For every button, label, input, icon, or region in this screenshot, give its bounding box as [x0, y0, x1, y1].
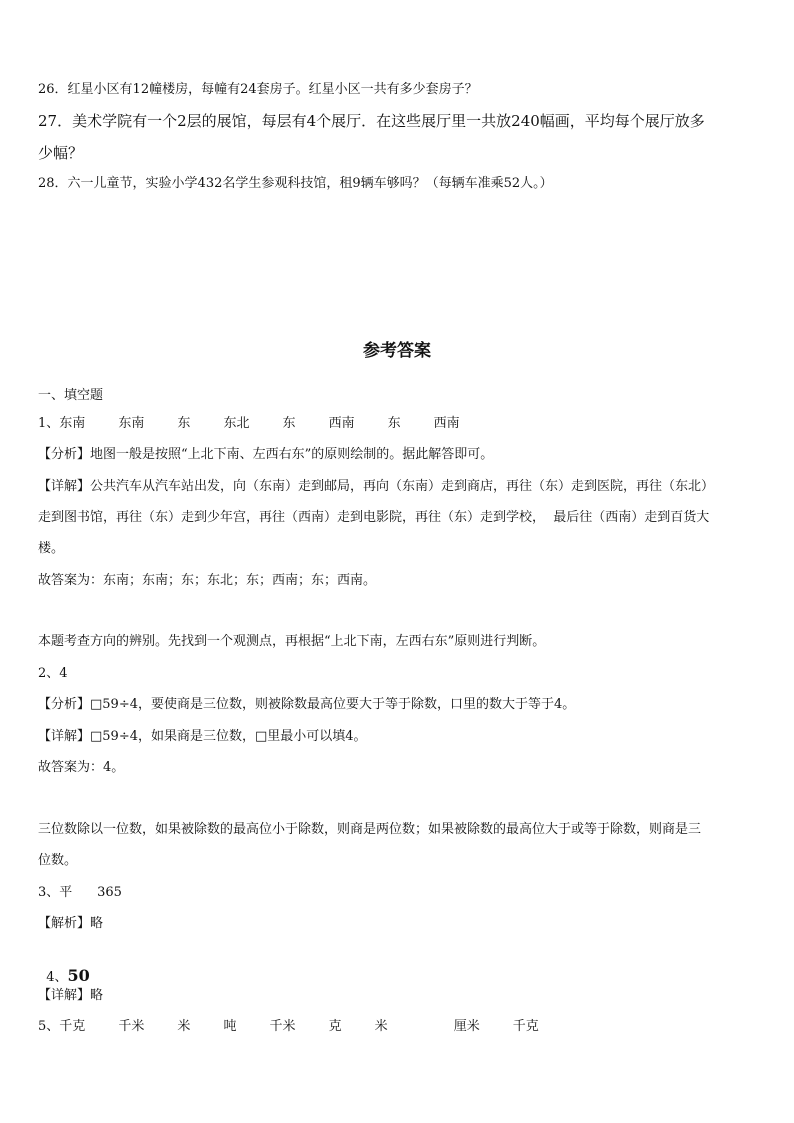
answer-2-final: 故答案为：4。: [38, 760, 125, 775]
question-27-line-1: 27．美术学院有一个2层的展馆，每层有4个展厅．在这些展厅里一共放240幅画，平均每个展厅放多: [38, 112, 705, 130]
answer-1-final: 故答案为：东南；东南；东；东北；东；西南；东；西南。: [38, 573, 377, 588]
answer-3-head: 3、平 365: [38, 885, 122, 900]
question-26: 26．红星小区有12幢楼房，每幢有24套房子。红星小区一共有多少套房子？: [38, 82, 478, 97]
answer-2-note-line-2: 位数。: [38, 853, 78, 868]
answer-1-analysis: 【分析】地图一般是按照“上北下南、左西右东”的原则绘制的。据此解答即可。: [38, 447, 494, 462]
answer-4-value: 50: [67, 966, 90, 985]
answer-3-analysis: 【解析】略: [38, 916, 104, 931]
answer-2-detail: 【详解】□59÷4，如果商是三位数，□里最小可以填4。: [38, 729, 367, 744]
answer-4-prefix: 4、: [46, 970, 68, 985]
answer-1-head: 1、东南 东南 东 东北 东 西南 东 西南: [38, 416, 460, 431]
answers-title: 参考答案: [363, 341, 431, 361]
answer-5-head: 5、千克 千米 米 吨 千米 克 米 厘米 千克: [38, 1019, 539, 1034]
answer-2-note-line-1: 三位数除以一位数，如果被除数的最高位小于除数，则商是两位数；如果被除数的最高位大于或等于除数，则商是三: [38, 822, 702, 837]
question-28: 28．六一儿童节，实验小学432名学生参观科技馆，租9辆车够吗？（每辆车准乘52人。）: [38, 176, 553, 191]
section-heading: 一、填空题: [38, 388, 104, 403]
answer-1-note: 本题考查方向的辨别。先找到一个观测点，再根据“上北下南，左西右东”原则进行判断。: [38, 634, 546, 649]
answer-1-detail-line-3: 楼。: [38, 541, 65, 556]
answer-1-detail-line-2: 走到图书馆，再往（东）走到少年宫，再往（西南）走到电影院，再往（东）走到学校， 最后往（西南）走到百货大: [38, 510, 710, 525]
answer-2-head: 2、4: [38, 666, 68, 681]
question-27-line-2: 少幅？: [38, 144, 84, 162]
answer-2-analysis: 【分析】□59÷4，要使商是三位数，则被除数最高位要大于等于除数，口里的数大于等于4。: [38, 697, 576, 712]
answer-4-detail: 【详解】略: [38, 988, 104, 1003]
answer-1-detail-line-1: 【详解】公共汽车从汽车站出发，向（东南）走到邮局，再向（东南）走到商店，再往（东）走到医院，再往（东北）: [38, 479, 715, 494]
answer-4-head: [38, 952, 90, 986]
